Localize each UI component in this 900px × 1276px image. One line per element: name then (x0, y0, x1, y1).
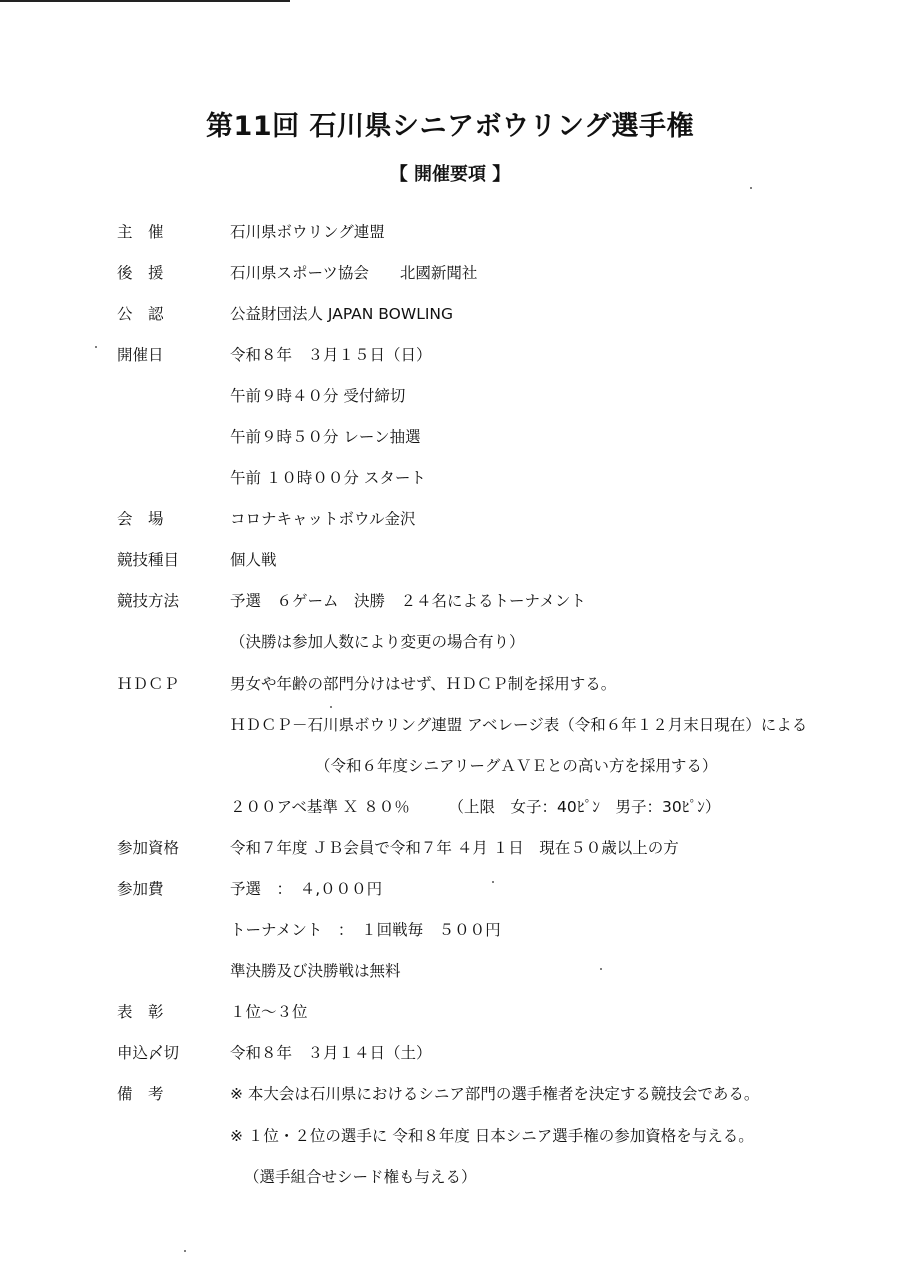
value-entry-fee-qualifier: 予選 ： ４,０００円 (230, 880, 383, 898)
value-format-note: （決勝は参加人数により変更の場合有り） (230, 633, 525, 651)
scan-edge-line (0, 0, 290, 2)
label-hdcp: ＨＤＣＰ (117, 675, 180, 693)
scan-speck (600, 968, 602, 970)
value-application-deadline: 令和８年 ３月１４日（土） (230, 1044, 432, 1062)
value-organizer: 石川県ボウリング連盟 (230, 223, 385, 241)
label-format: 競技方法 (117, 592, 180, 610)
value-lane-draw: 午前９時５０分 レーン抽選 (230, 428, 421, 446)
label-entry-fee: 参加費 (117, 880, 164, 898)
label-awards: 表 彰 (117, 1003, 164, 1021)
value-hdcp-senior-league: （令和６年度シニアリーグＡＶＥとの高い方を採用する） (315, 757, 718, 775)
value-event-type: 個人戦 (230, 551, 277, 569)
label-sanction: 公 認 (117, 305, 164, 323)
value-format: 予選 ６ゲーム 決勝 ２４名によるトーナメント (230, 592, 586, 610)
scan-speck (184, 1250, 186, 1252)
label-remarks: 備 考 (117, 1085, 164, 1103)
value-venue: コロナキャットボウル金沢 (230, 510, 416, 528)
scan-speck (750, 187, 752, 189)
label-venue: 会 場 (117, 510, 164, 528)
label-date: 開催日 (117, 346, 164, 364)
document-title: 第11回 石川県シニアボウリング選手権 (206, 111, 694, 142)
value-reception-deadline: 午前９時４０分 受付締切 (230, 387, 406, 405)
value-remarks-1: ※ 本大会は石川県におけるシニア部門の選手権者を決定する競技会である。 (230, 1085, 760, 1103)
scan-speck (492, 881, 494, 883)
value-remarks-2: ※ １位・２位の選手に 令和８年度 日本シニア選手権の参加資格を与える。 (230, 1127, 754, 1145)
scan-speck (95, 346, 97, 348)
scan-speck (330, 706, 332, 708)
label-organizer: 主 催 (117, 223, 164, 241)
value-hdcp-formula: ２００アベ基準 Ｘ ８０％ （上限 女子：40ﾋﾟﾝ 男子：30ﾋﾟﾝ） (230, 798, 721, 816)
label-support: 後 援 (117, 264, 164, 282)
value-entry-fee-tournament: トーナメント ： １回戦毎 ５００円 (230, 921, 501, 939)
value-support: 石川県スポーツ協会 北國新聞社 (230, 264, 478, 282)
value-eligibility: 令和７年度 ＪＢ会員で令和７年 ４月 １日 現在５０歳以上の方 (230, 839, 679, 857)
document-subtitle: 【 開催要項 】 (389, 164, 511, 185)
value-remarks-3: （選手組合せシード権も与える） (244, 1168, 477, 1186)
label-eligibility: 参加資格 (117, 839, 180, 857)
label-event-type: 競技種目 (117, 551, 180, 569)
value-entry-fee-finals: 準決勝及び決勝戦は無料 (230, 962, 401, 980)
value-hdcp-average-table: ＨＤＣＰ－石川県ボウリング連盟 アベレージ表（令和６年１２月末日現在）による (230, 716, 808, 734)
label-application-deadline: 申込〆切 (117, 1044, 180, 1062)
value-start-time: 午前 １０時００分 スタート (230, 469, 426, 487)
value-awards: １位～３位 (230, 1003, 308, 1021)
value-date: 令和８年 ３月１５日（日） (230, 346, 432, 364)
value-sanction: 公益財団法人 JAPAN BOWLING (230, 305, 454, 323)
value-hdcp: 男女や年齢の部門分けはせず、ＨＤＣＰ制を採用する。 (230, 675, 617, 693)
